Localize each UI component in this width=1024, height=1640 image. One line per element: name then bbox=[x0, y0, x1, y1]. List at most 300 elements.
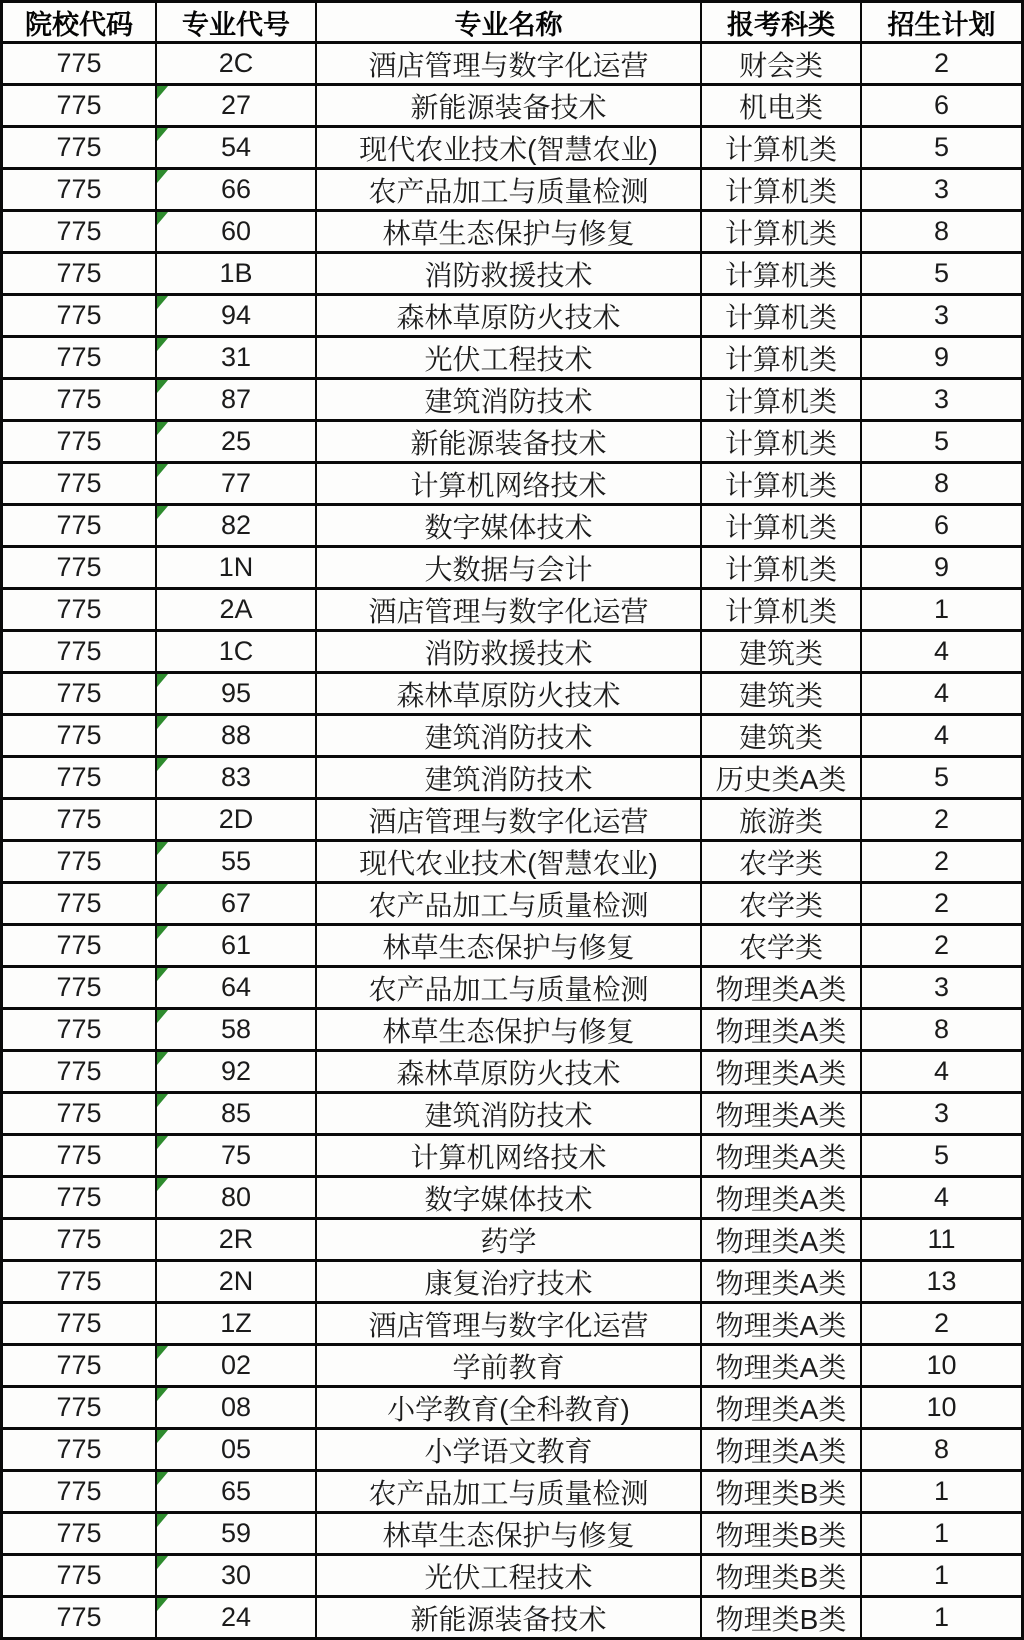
cell-major-name: 林草生态保护与修复 bbox=[317, 1514, 702, 1553]
cell-major-name: 新能源装备技术 bbox=[317, 422, 702, 461]
table-row bbox=[3, 1556, 1021, 1598]
cell-major-code bbox=[157, 548, 317, 587]
cell-plan: 3 bbox=[862, 968, 1021, 1007]
cell-major-code bbox=[157, 1346, 317, 1385]
table-row bbox=[3, 1304, 1021, 1346]
cell-category: 计算机类 bbox=[702, 422, 862, 461]
cell-major-name: 酒店管理与数字化运营 bbox=[317, 1304, 702, 1343]
cell-category: 物理类A类 bbox=[702, 1304, 862, 1343]
table-row bbox=[3, 1010, 1021, 1052]
cell-plan: 6 bbox=[862, 86, 1021, 125]
cell-major-code bbox=[157, 968, 317, 1007]
cell-major-code bbox=[157, 212, 317, 251]
cell-plan: 1 bbox=[862, 590, 1021, 629]
number-stored-as-text-marker-icon bbox=[157, 506, 168, 519]
table-row bbox=[3, 464, 1021, 506]
cell-plan: 9 bbox=[862, 548, 1021, 587]
major-code-text: 1Z bbox=[220, 1308, 252, 1338]
major-code-text: 82 bbox=[220, 510, 252, 540]
cell-major-name: 森林草原防火技术 bbox=[317, 674, 702, 713]
table-row bbox=[3, 170, 1021, 212]
cell-plan: 2 bbox=[862, 800, 1021, 839]
cell-plan: 2 bbox=[862, 44, 1021, 83]
cell-plan: 10 bbox=[862, 1388, 1021, 1427]
cell-major-code bbox=[157, 1388, 317, 1427]
major-code-text: 88 bbox=[220, 720, 252, 750]
cell-plan: 8 bbox=[862, 1430, 1021, 1469]
number-stored-as-text-marker-icon bbox=[157, 212, 168, 225]
cell-major-name: 计算机网络技术 bbox=[317, 1136, 702, 1175]
cell-major-code bbox=[157, 254, 317, 293]
table-header-row bbox=[3, 3, 1021, 44]
major-code-text: 92 bbox=[220, 1056, 252, 1086]
cell-major-code bbox=[157, 758, 317, 797]
cell-major-name: 建筑消防技术 bbox=[317, 1094, 702, 1133]
cell-school-code: 775 bbox=[3, 1556, 157, 1595]
cell-category: 物理类A类 bbox=[702, 1010, 862, 1049]
cell-major-code bbox=[157, 842, 317, 881]
cell-major-code bbox=[157, 506, 317, 545]
table-row bbox=[3, 1262, 1021, 1304]
cell-major-code bbox=[157, 590, 317, 629]
cell-major-name: 林草生态保护与修复 bbox=[317, 926, 702, 965]
table-row bbox=[3, 44, 1021, 86]
cell-school-code: 775 bbox=[3, 1388, 157, 1427]
cell-plan: 3 bbox=[862, 170, 1021, 209]
major-code-text: 87 bbox=[220, 384, 252, 414]
table-row bbox=[3, 296, 1021, 338]
major-code-text: 1C bbox=[218, 636, 254, 666]
cell-major-code bbox=[157, 1220, 317, 1259]
table-row bbox=[3, 380, 1021, 422]
cell-plan: 3 bbox=[862, 380, 1021, 419]
cell-plan: 5 bbox=[862, 758, 1021, 797]
number-stored-as-text-marker-icon bbox=[157, 1346, 168, 1359]
cell-category: 物理类B类 bbox=[702, 1556, 862, 1595]
cell-category: 物理类B类 bbox=[702, 1472, 862, 1511]
cell-category: 计算机类 bbox=[702, 170, 862, 209]
cell-major-name: 林草生态保护与修复 bbox=[317, 1010, 702, 1049]
number-stored-as-text-marker-icon bbox=[157, 1556, 168, 1569]
cell-school-code: 775 bbox=[3, 968, 157, 1007]
cell-school-code: 775 bbox=[3, 1052, 157, 1091]
cell-major-name: 药学 bbox=[317, 1220, 702, 1259]
table-row bbox=[3, 254, 1021, 296]
table-row bbox=[3, 674, 1021, 716]
cell-major-name: 农产品加工与质量检测 bbox=[317, 884, 702, 923]
major-code-text: 25 bbox=[220, 426, 252, 456]
major-code-text: 1N bbox=[218, 552, 254, 582]
table-row bbox=[3, 1598, 1021, 1640]
table-row bbox=[3, 1136, 1021, 1178]
cell-category: 历史类A类 bbox=[702, 758, 862, 797]
number-stored-as-text-marker-icon bbox=[157, 170, 168, 183]
cell-major-code bbox=[157, 1304, 317, 1343]
cell-major-name: 酒店管理与数字化运营 bbox=[317, 44, 702, 83]
table-row bbox=[3, 1178, 1021, 1220]
number-stored-as-text-marker-icon bbox=[157, 1598, 168, 1611]
major-code-text: 65 bbox=[220, 1476, 252, 1506]
cell-school-code: 775 bbox=[3, 1598, 157, 1637]
cell-major-code bbox=[157, 464, 317, 503]
cell-major-name: 消防救援技术 bbox=[317, 632, 702, 671]
col-header-school-code: 院校代码 bbox=[3, 3, 157, 41]
table-row bbox=[3, 422, 1021, 464]
cell-major-code bbox=[157, 1598, 317, 1637]
cell-category: 物理类A类 bbox=[702, 1220, 862, 1259]
major-code-text: 30 bbox=[220, 1560, 252, 1590]
major-code-text: 80 bbox=[220, 1182, 252, 1212]
col-header-major-name: 专业名称 bbox=[317, 3, 702, 41]
table-row bbox=[3, 758, 1021, 800]
number-stored-as-text-marker-icon bbox=[157, 758, 168, 771]
number-stored-as-text-marker-icon bbox=[157, 1178, 168, 1191]
cell-major-code bbox=[157, 1472, 317, 1511]
cell-category: 农学类 bbox=[702, 926, 862, 965]
number-stored-as-text-marker-icon bbox=[157, 338, 168, 351]
cell-category: 物理类B类 bbox=[702, 1598, 862, 1637]
major-code-text: 94 bbox=[220, 300, 252, 330]
cell-major-name: 林草生态保护与修复 bbox=[317, 212, 702, 251]
major-code-text: 2D bbox=[218, 804, 254, 834]
major-code-text: 2A bbox=[219, 594, 253, 624]
table-row bbox=[3, 968, 1021, 1010]
table-row bbox=[3, 506, 1021, 548]
cell-school-code: 775 bbox=[3, 296, 157, 335]
number-stored-as-text-marker-icon bbox=[157, 1388, 168, 1401]
cell-category: 旅游类 bbox=[702, 800, 862, 839]
cell-major-name: 数字媒体技术 bbox=[317, 1178, 702, 1217]
number-stored-as-text-marker-icon bbox=[157, 296, 168, 309]
number-stored-as-text-marker-icon bbox=[157, 842, 168, 855]
cell-major-name: 建筑消防技术 bbox=[317, 758, 702, 797]
cell-school-code: 775 bbox=[3, 1304, 157, 1343]
cell-major-name: 大数据与会计 bbox=[317, 548, 702, 587]
cell-category: 农学类 bbox=[702, 842, 862, 881]
major-code-text: 54 bbox=[220, 132, 252, 162]
cell-school-code: 775 bbox=[3, 254, 157, 293]
cell-major-name: 森林草原防火技术 bbox=[317, 1052, 702, 1091]
cell-major-name: 光伏工程技术 bbox=[317, 1556, 702, 1595]
major-code-text: 08 bbox=[220, 1392, 252, 1422]
cell-school-code: 775 bbox=[3, 1220, 157, 1259]
major-code-text: 85 bbox=[220, 1098, 252, 1128]
cell-school-code: 775 bbox=[3, 380, 157, 419]
cell-plan: 5 bbox=[862, 1136, 1021, 1175]
major-code-text: 2C bbox=[218, 48, 254, 78]
cell-category: 计算机类 bbox=[702, 590, 862, 629]
table-row bbox=[3, 1388, 1021, 1430]
cell-plan: 10 bbox=[862, 1346, 1021, 1385]
cell-plan: 4 bbox=[862, 632, 1021, 671]
cell-school-code: 775 bbox=[3, 926, 157, 965]
cell-category: 计算机类 bbox=[702, 338, 862, 377]
col-header-category: 报考科类 bbox=[702, 3, 862, 41]
major-code-text: 61 bbox=[220, 930, 252, 960]
cell-major-code bbox=[157, 1052, 317, 1091]
table-row bbox=[3, 716, 1021, 758]
cell-major-code bbox=[157, 86, 317, 125]
table-row bbox=[3, 1514, 1021, 1556]
major-code-text: 31 bbox=[220, 342, 252, 372]
cell-category: 计算机类 bbox=[702, 464, 862, 503]
cell-category: 物理类A类 bbox=[702, 1262, 862, 1301]
table-row bbox=[3, 128, 1021, 170]
table-row bbox=[3, 926, 1021, 968]
number-stored-as-text-marker-icon bbox=[157, 926, 168, 939]
cell-major-code bbox=[157, 296, 317, 335]
cell-major-code bbox=[157, 884, 317, 923]
cell-category: 计算机类 bbox=[702, 128, 862, 167]
cell-school-code: 775 bbox=[3, 1430, 157, 1469]
major-code-text: 75 bbox=[220, 1140, 252, 1170]
major-code-text: 59 bbox=[220, 1518, 252, 1548]
number-stored-as-text-marker-icon bbox=[157, 884, 168, 897]
major-code-text: 66 bbox=[220, 174, 252, 204]
cell-plan: 4 bbox=[862, 1178, 1021, 1217]
cell-category: 物理类A类 bbox=[702, 1430, 862, 1469]
cell-plan: 3 bbox=[862, 1094, 1021, 1133]
cell-school-code: 775 bbox=[3, 44, 157, 83]
cell-school-code: 775 bbox=[3, 800, 157, 839]
cell-major-code bbox=[157, 44, 317, 83]
col-header-plan: 招生计划 bbox=[862, 3, 1021, 41]
major-code-text: 55 bbox=[220, 846, 252, 876]
cell-major-name: 消防救援技术 bbox=[317, 254, 702, 293]
cell-major-name: 康复治疗技术 bbox=[317, 1262, 702, 1301]
number-stored-as-text-marker-icon bbox=[157, 422, 168, 435]
table-row bbox=[3, 842, 1021, 884]
cell-category: 物理类A类 bbox=[702, 1346, 862, 1385]
cell-category: 计算机类 bbox=[702, 254, 862, 293]
cell-major-code bbox=[157, 1556, 317, 1595]
cell-category: 计算机类 bbox=[702, 506, 862, 545]
cell-school-code: 775 bbox=[3, 86, 157, 125]
table-row bbox=[3, 1094, 1021, 1136]
cell-major-name: 新能源装备技术 bbox=[317, 1598, 702, 1637]
cell-category: 建筑类 bbox=[702, 632, 862, 671]
cell-major-name: 新能源装备技术 bbox=[317, 86, 702, 125]
table-row bbox=[3, 884, 1021, 926]
number-stored-as-text-marker-icon bbox=[157, 1094, 168, 1107]
cell-major-code bbox=[157, 128, 317, 167]
number-stored-as-text-marker-icon bbox=[157, 716, 168, 729]
cell-category: 物理类A类 bbox=[702, 1094, 862, 1133]
cell-category: 计算机类 bbox=[702, 212, 862, 251]
number-stored-as-text-marker-icon bbox=[157, 464, 168, 477]
cell-school-code: 775 bbox=[3, 1010, 157, 1049]
number-stored-as-text-marker-icon bbox=[157, 674, 168, 687]
cell-category: 机电类 bbox=[702, 86, 862, 125]
cell-major-code bbox=[157, 1262, 317, 1301]
cell-plan: 4 bbox=[862, 1052, 1021, 1091]
cell-plan: 11 bbox=[862, 1220, 1021, 1259]
cell-school-code: 775 bbox=[3, 212, 157, 251]
cell-major-name: 建筑消防技术 bbox=[317, 380, 702, 419]
number-stored-as-text-marker-icon bbox=[157, 128, 168, 141]
cell-plan: 5 bbox=[862, 422, 1021, 461]
number-stored-as-text-marker-icon bbox=[157, 86, 168, 99]
table-row bbox=[3, 1346, 1021, 1388]
cell-school-code: 775 bbox=[3, 1346, 157, 1385]
major-code-text: 60 bbox=[220, 216, 252, 246]
major-code-text: 2N bbox=[218, 1266, 254, 1296]
cell-school-code: 775 bbox=[3, 338, 157, 377]
cell-category: 物理类A类 bbox=[702, 1136, 862, 1175]
cell-category: 计算机类 bbox=[702, 380, 862, 419]
cell-major-name: 农产品加工与质量检测 bbox=[317, 1472, 702, 1511]
cell-category: 农学类 bbox=[702, 884, 862, 923]
cell-major-code bbox=[157, 800, 317, 839]
cell-school-code: 775 bbox=[3, 758, 157, 797]
cell-plan: 8 bbox=[862, 212, 1021, 251]
cell-category: 建筑类 bbox=[702, 716, 862, 755]
table-row bbox=[3, 548, 1021, 590]
cell-plan: 5 bbox=[862, 128, 1021, 167]
cell-major-code bbox=[157, 716, 317, 755]
number-stored-as-text-marker-icon bbox=[157, 1010, 168, 1023]
table-body bbox=[3, 44, 1021, 1640]
number-stored-as-text-marker-icon bbox=[157, 968, 168, 981]
major-code-text: 1B bbox=[219, 258, 253, 288]
number-stored-as-text-marker-icon bbox=[157, 380, 168, 393]
cell-school-code: 775 bbox=[3, 1514, 157, 1553]
cell-school-code: 775 bbox=[3, 1094, 157, 1133]
cell-major-code bbox=[157, 170, 317, 209]
cell-major-name: 学前教育 bbox=[317, 1346, 702, 1385]
cell-major-name: 酒店管理与数字化运营 bbox=[317, 590, 702, 629]
cell-major-code bbox=[157, 926, 317, 965]
cell-school-code: 775 bbox=[3, 464, 157, 503]
cell-major-code bbox=[157, 1136, 317, 1175]
table-row bbox=[3, 800, 1021, 842]
number-stored-as-text-marker-icon bbox=[157, 1052, 168, 1065]
cell-school-code: 775 bbox=[3, 1136, 157, 1175]
cell-school-code: 775 bbox=[3, 884, 157, 923]
cell-plan: 13 bbox=[862, 1262, 1021, 1301]
major-code-text: 64 bbox=[220, 972, 252, 1002]
cell-plan: 3 bbox=[862, 296, 1021, 335]
major-code-text: 02 bbox=[220, 1350, 252, 1380]
cell-major-name: 小学语文教育 bbox=[317, 1430, 702, 1469]
cell-major-name: 小学教育(全科教育) bbox=[317, 1388, 702, 1427]
cell-school-code: 775 bbox=[3, 170, 157, 209]
major-code-text: 05 bbox=[220, 1434, 252, 1464]
cell-plan: 9 bbox=[862, 338, 1021, 377]
table-row bbox=[3, 212, 1021, 254]
cell-major-code bbox=[157, 1010, 317, 1049]
cell-major-code bbox=[157, 1430, 317, 1469]
major-code-text: 83 bbox=[220, 762, 252, 792]
cell-school-code: 775 bbox=[3, 548, 157, 587]
cell-plan: 1 bbox=[862, 1598, 1021, 1637]
table-row bbox=[3, 1472, 1021, 1514]
cell-plan: 5 bbox=[862, 254, 1021, 293]
cell-major-code bbox=[157, 422, 317, 461]
cell-school-code: 775 bbox=[3, 1262, 157, 1301]
major-code-text: 27 bbox=[220, 90, 252, 120]
cell-major-code bbox=[157, 1514, 317, 1553]
major-code-text: 95 bbox=[220, 678, 252, 708]
table-row bbox=[3, 1220, 1021, 1262]
cell-major-name: 农产品加工与质量检测 bbox=[317, 968, 702, 1007]
cell-major-name: 光伏工程技术 bbox=[317, 338, 702, 377]
cell-school-code: 775 bbox=[3, 842, 157, 881]
cell-category: 财会类 bbox=[702, 44, 862, 83]
cell-category: 物理类A类 bbox=[702, 1388, 862, 1427]
number-stored-as-text-marker-icon bbox=[157, 1136, 168, 1149]
cell-major-name: 森林草原防火技术 bbox=[317, 296, 702, 335]
cell-school-code: 775 bbox=[3, 1178, 157, 1217]
number-stored-as-text-marker-icon bbox=[157, 1430, 168, 1443]
cell-category: 计算机类 bbox=[702, 548, 862, 587]
cell-plan: 8 bbox=[862, 464, 1021, 503]
cell-plan: 8 bbox=[862, 1010, 1021, 1049]
cell-category: 物理类A类 bbox=[702, 968, 862, 1007]
cell-major-name: 农产品加工与质量检测 bbox=[317, 170, 702, 209]
cell-plan: 1 bbox=[862, 1472, 1021, 1511]
cell-major-code bbox=[157, 674, 317, 713]
cell-school-code: 775 bbox=[3, 716, 157, 755]
table-row bbox=[3, 1430, 1021, 1472]
cell-major-code bbox=[157, 338, 317, 377]
major-code-text: 2R bbox=[218, 1224, 254, 1254]
major-code-text: 24 bbox=[220, 1602, 252, 1632]
cell-major-code bbox=[157, 1178, 317, 1217]
cell-plan: 4 bbox=[862, 716, 1021, 755]
table-row bbox=[3, 338, 1021, 380]
cell-plan: 1 bbox=[862, 1556, 1021, 1595]
cell-school-code: 775 bbox=[3, 422, 157, 461]
cell-category: 物理类A类 bbox=[702, 1052, 862, 1091]
cell-school-code: 775 bbox=[3, 506, 157, 545]
cell-school-code: 775 bbox=[3, 674, 157, 713]
cell-major-code bbox=[157, 380, 317, 419]
cell-plan: 2 bbox=[862, 842, 1021, 881]
table-row bbox=[3, 1052, 1021, 1094]
cell-category: 物理类B类 bbox=[702, 1514, 862, 1553]
cell-plan: 4 bbox=[862, 674, 1021, 713]
cell-major-name: 现代农业技术(智慧农业) bbox=[317, 842, 702, 881]
cell-plan: 6 bbox=[862, 506, 1021, 545]
table-row bbox=[3, 632, 1021, 674]
number-stored-as-text-marker-icon bbox=[157, 1514, 168, 1527]
cell-category: 建筑类 bbox=[702, 674, 862, 713]
cell-plan: 2 bbox=[862, 884, 1021, 923]
cell-major-name: 酒店管理与数字化运营 bbox=[317, 800, 702, 839]
number-stored-as-text-marker-icon bbox=[157, 1472, 168, 1485]
cell-category: 物理类A类 bbox=[702, 1178, 862, 1217]
cell-school-code: 775 bbox=[3, 1472, 157, 1511]
cell-school-code: 775 bbox=[3, 590, 157, 629]
cell-school-code: 775 bbox=[3, 632, 157, 671]
cell-major-name: 数字媒体技术 bbox=[317, 506, 702, 545]
major-code-text: 67 bbox=[220, 888, 252, 918]
col-header-major-code: 专业代号 bbox=[157, 3, 317, 41]
table-row bbox=[3, 86, 1021, 128]
major-code-text: 58 bbox=[220, 1014, 252, 1044]
major-code-text: 77 bbox=[220, 468, 252, 498]
cell-major-name: 计算机网络技术 bbox=[317, 464, 702, 503]
cell-major-name: 现代农业技术(智慧农业) bbox=[317, 128, 702, 167]
cell-plan: 1 bbox=[862, 1514, 1021, 1553]
cell-plan: 2 bbox=[862, 1304, 1021, 1343]
cell-school-code: 775 bbox=[3, 128, 157, 167]
cell-major-code bbox=[157, 1094, 317, 1133]
cell-major-name: 建筑消防技术 bbox=[317, 716, 702, 755]
cell-plan: 2 bbox=[862, 926, 1021, 965]
cell-major-code bbox=[157, 632, 317, 671]
